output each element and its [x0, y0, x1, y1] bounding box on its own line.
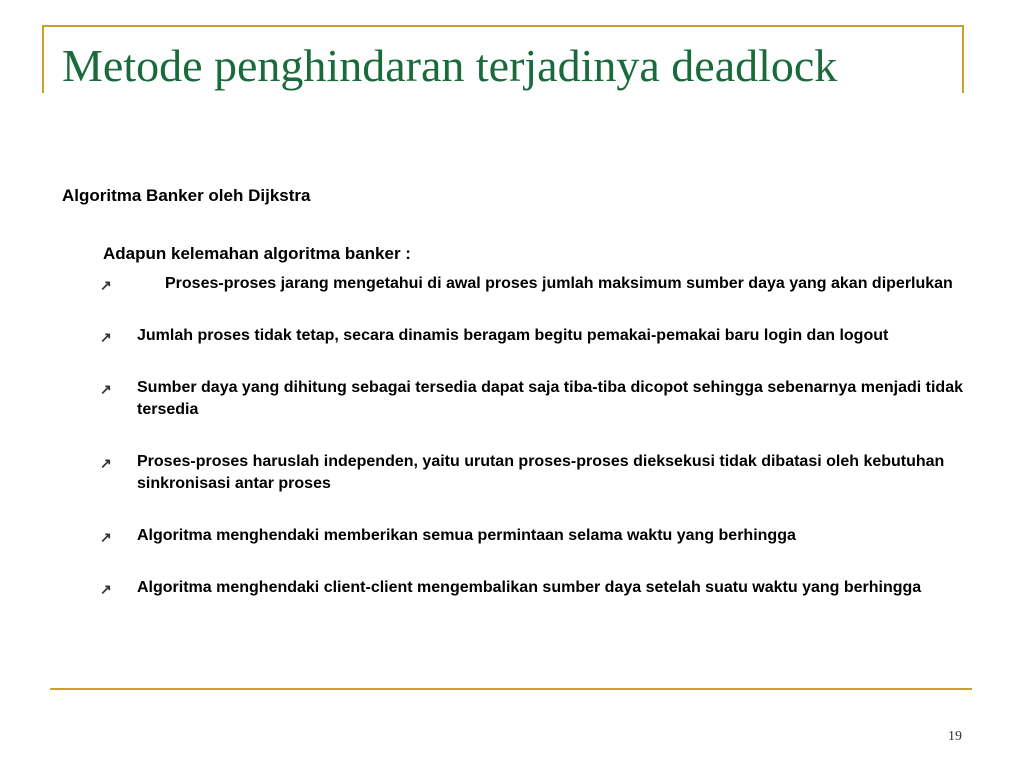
curved-arrow-bullet-icon: ↗	[100, 529, 112, 545]
bullet-text: Algoritma menghendaki memberikan semua permintaan selama waktu yang berhingga	[137, 527, 796, 544]
curved-arrow-bullet-icon: ↗	[100, 381, 112, 397]
bullet-text: Proses-proses jarang mengetahui di awal proses jumlah maksimum sumber daya yang akan diperlukan	[165, 275, 953, 292]
title-frame-top-line	[42, 25, 964, 27]
bullet-text: Sumber daya yang dihitung sebagai tersedia dapat saja tiba-tiba dicopot sehingga sebenarnya menjadi tidak tersedia	[137, 379, 963, 418]
section-heading: Algoritma Banker oleh Dijkstra	[62, 186, 311, 205]
section-subheading: Adapun kelemahan algoritma banker :	[103, 244, 411, 263]
bullet-item	[100, 525, 970, 547]
title-frame-left-line	[42, 25, 44, 93]
bullet-text: Algoritma menghendaki client-client mengembalikan sumber daya setelah suatu waktu yang berhingga	[137, 579, 922, 596]
bullet-list	[100, 273, 970, 629]
footer-divider	[50, 688, 972, 690]
slide-title: Metode penghindaran terjadinya deadlock	[62, 40, 838, 91]
title-frame-right-line	[962, 25, 964, 93]
curved-arrow-bullet-icon: ↗	[100, 455, 112, 471]
bullet-item	[100, 325, 970, 347]
bullet-item	[100, 451, 970, 495]
curved-arrow-bullet-icon: ↗	[100, 329, 112, 345]
bullet-item	[100, 577, 970, 599]
bullet-text: Jumlah proses tidak tetap, secara dinamis beragam begitu pemakai-pemakai baru login dan logout	[137, 327, 889, 344]
bullet-item	[100, 273, 970, 295]
page-number: 19	[948, 729, 962, 744]
bullet-text: Proses-proses haruslah independen, yaitu urutan proses-proses dieksekusi tidak dibatasi oleh kebutuhan sinkronisasi antar proses	[137, 453, 945, 492]
curved-arrow-bullet-icon: ↗	[100, 581, 112, 597]
curved-arrow-bullet-icon: ↗	[100, 277, 112, 293]
bullet-item	[100, 377, 970, 421]
